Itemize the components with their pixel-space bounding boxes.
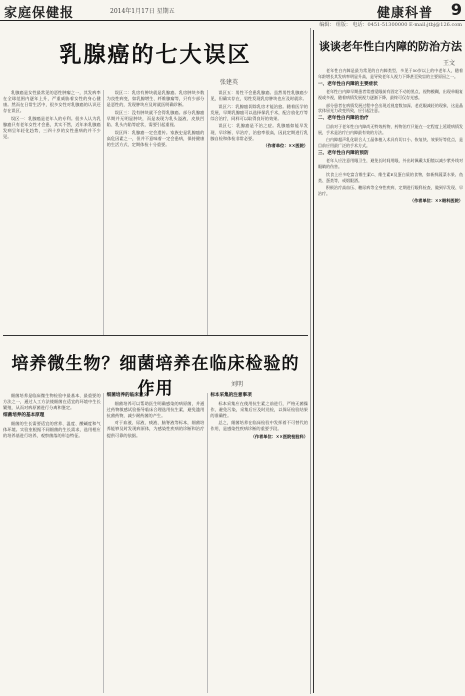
paragraph: 误区七：乳腺癌是不治之症。乳腺癌如能早发现、早诊断、早治疗，治愈率很高，因此定期进行乳腺自检和体检非常必要。	[210, 123, 308, 141]
article-body	[3, 393, 308, 693]
paragraph: 细菌的生长需要适宜的营养、温度、酸碱度和气体环境。实验室根据不同细菌的生长需求，选用相应的培养基进行培养，观察菌落的形态特征。	[3, 420, 101, 439]
paragraph: 误区六：乳腺癌切除乳房才能治愈。随着医学的发展，早期乳腺癌可以选择保乳手术，配合放化疗等综合治疗，同样可以取得良好的效果。	[210, 103, 308, 121]
paragraph: 误区五：男性不会患乳腺癌。虽然男性乳腺癌少见，但确实存在，男性发现乳房肿块也应及时就诊。	[210, 90, 308, 102]
article-body	[3, 90, 308, 335]
article-bacterial-culture	[3, 337, 308, 693]
section-heading: 标本采集的注意事项	[210, 393, 252, 398]
paragraph: 饮食上应多吃富含维生素C、维生素E及蛋白质的食物，如新鲜蔬菜水果、鱼类、蛋类等，戒烟限酒。	[318, 171, 463, 183]
paragraph: 误区四：乳腺癌一定会遗传。家族史是乳腺癌的高危因素之一，但并不意味着一定会患病，保持健康的生活方式、定期体检十分重要。	[106, 129, 205, 147]
paragraph: 总之，细菌培养在临床检验中发挥着不可替代的作用，是感染性疾病诊断的重要手段。	[210, 420, 308, 432]
paragraph: 部分患者在病情发展过程中会出现近视度数加深、老花眼减轻的现象，这是晶状体屈光力改变所致，应引起注意。	[318, 102, 463, 114]
masthead	[0, 0, 465, 21]
article-author: 刘明	[230, 381, 243, 388]
contact-line: 编辑： 组版： 电话：0451-51300000 E-mail:jtbj@126.com	[319, 22, 462, 28]
section-heading: 三、老年性白内障的预防	[318, 150, 369, 156]
paragraph: 误区一：乳腺癌是老年人的专利。很多人认为乳腺癌只有老年女性才会患，其实不然，近年来乳腺癌发病呈年轻化趋势，三四十岁的女性患病的并不少见。	[3, 115, 101, 140]
publication-name: 家庭保健报	[4, 6, 75, 21]
paragraph: 白内障超声乳化联合人工晶体植入术具有切口小、恢复快、效果好等优点，是目前应用最广泛的手术方式。	[318, 137, 463, 148]
paragraph: 标本采集应在使用抗生素之前进行，严格无菌操作，避免污染，采集后应及时送检，以保证检验结果的准确性。	[210, 400, 308, 418]
article-body	[318, 68, 463, 693]
article-author: 王文	[442, 60, 455, 67]
column-divider	[310, 28, 311, 694]
article-footer: （作者单位：××医院）	[263, 143, 308, 149]
paragraph: 误区二：乳房有肿块就是乳腺癌。乳房肿块多数为良性病变，如乳腺增生、纤维腺瘤等，只有少部分是恶性的，发现肿块应及时就医明确诊断。	[106, 90, 205, 108]
paragraph: 细菌培养是临床微生物检验中最基本、最重要的方法之一，通过人工方法使细菌在适宜的环境中生长繁殖，从而对病原菌进行分离和鉴定。	[3, 393, 101, 411]
paragraph: 老年性白内障是最为常见的白内障类型，多见于50岁以上的中老年人，随着年龄增长其发病率明显升高，是导致老年人视力下降甚至致盲的主要原因之一。	[318, 68, 463, 79]
section-name: 健康科普	[376, 6, 433, 21]
paragraph: 老年性白内障早期患者常感觉眼前有固定不动的黑点，视物模糊，出现单眼复视或多视，随着病情发展视力逐渐下降，最终可仅存光感。	[318, 89, 463, 101]
section-heading: 二、老年性白内障的治疗	[318, 116, 369, 122]
paragraph: 细菌培养可以帮助医生明确感染的病原菌，并通过药物敏感试验指导临床合理选用抗生素，避免滥用抗菌药物，减少耐药菌的产生。	[106, 400, 205, 418]
article-cataract	[313, 30, 463, 693]
article-footer: （作者单位：××眼科医院）	[409, 198, 463, 204]
paragraph: 目前对于老年性白内障尚无特效药物，药物治疗只能在一定程度上延缓病情发展，手术是治疗白内障最有效的方法。	[318, 123, 463, 135]
paragraph: 对于血液、尿液、痰液、脑脊液等标本，细菌培养能够及时发现病原体，为感染性疾病的诊断和治疗提供可靠的依据。	[106, 420, 205, 438]
article-title: 培养微生物？细菌培养在临床检验的作用	[11, 354, 300, 399]
paragraph: 误区三：没有肿块就不会得乳腺癌。部分乳腺癌早期并无明显肿块，而是表现为乳头溢液、皮肤凹陷、乳头内陷等症状，需要引起重视。	[106, 109, 205, 127]
paragraph: 积极治疗高血压、糖尿病等全身性疾病，定期进行眼科检查，做到早发现、早治疗。	[318, 184, 463, 196]
article-title: 谈谈老年性白内障的防治方法	[319, 40, 462, 53]
article-footer: （作者单位：××医院检验科）	[250, 434, 308, 440]
section-heading: 细菌培养的基本原理	[3, 413, 45, 419]
section-heading: 一、老年性白内障的主要症状	[318, 81, 378, 87]
paragraph: 老年人应注意用眼卫生，避免长时间用眼，外出时佩戴太阳镜以减少紫外线对眼睛的伤害。	[318, 158, 463, 170]
section-heading: 细菌培养的临床意义	[106, 393, 149, 398]
paragraph: 乳腺癌是女性最常见的恶性肿瘤之一，其发病率在全球范围内逐年上升，严重威胁着女性的身心健康。然而在日常生活中，很多女性对乳腺癌的认识还存在误区。	[3, 90, 101, 114]
issue-date: 2014年1月17日 星期五	[110, 8, 175, 15]
article-breast-cancer	[3, 30, 308, 336]
article-title: 乳腺癌的七大误区	[59, 42, 252, 68]
page-number: 9	[450, 0, 462, 19]
article-author: 张建英	[219, 79, 238, 86]
